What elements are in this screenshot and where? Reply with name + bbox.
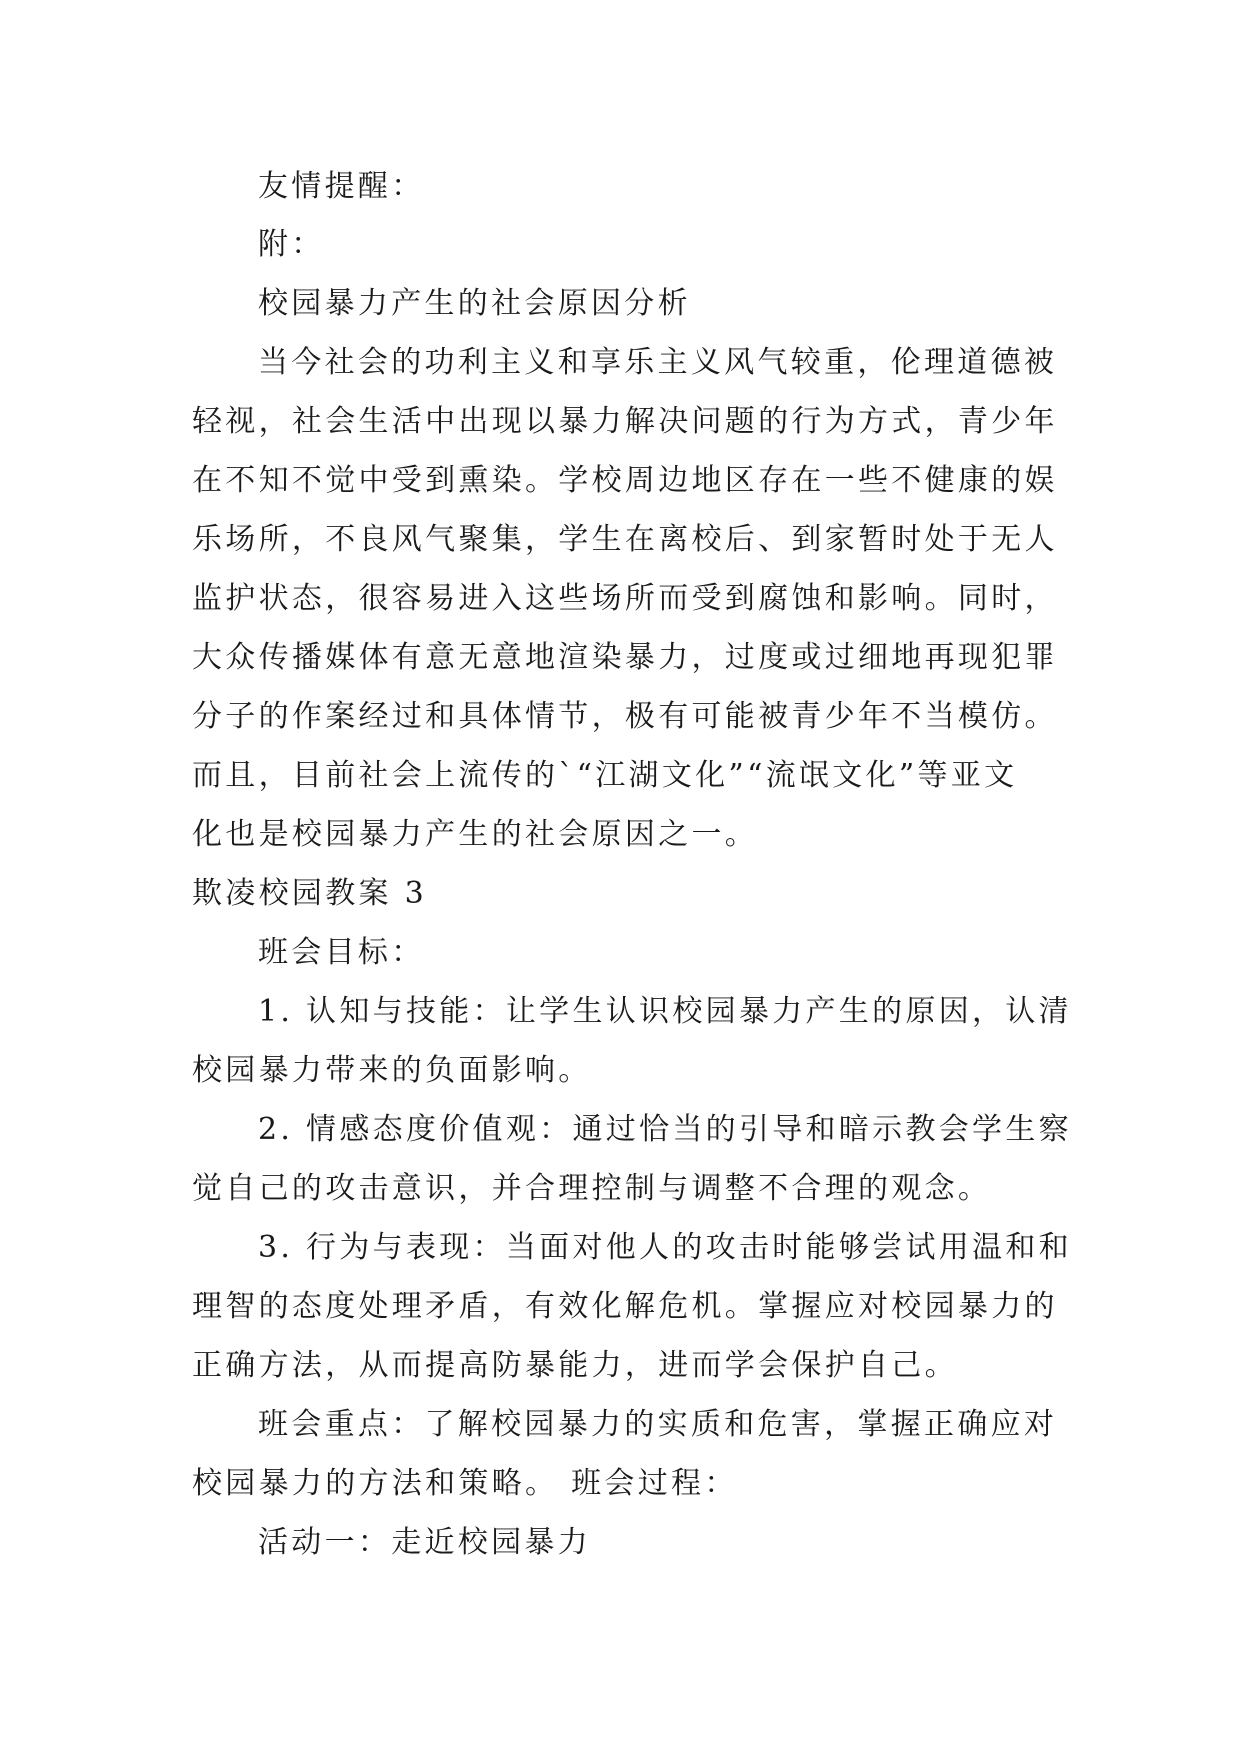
paragraph-line: 监护状态，很容易进入这些场所而受到腐蚀和影响。同时，	[192, 581, 1058, 616]
reminder-heading: 友情提醒：	[258, 169, 425, 204]
objective-item-line: 理智的态度处理矛盾，有效化解危机。掌握应对校园暴力的	[192, 1289, 1058, 1324]
objective-item-line: 3. 行为与表现：当面对他人的攻击时能够尝试用温和和	[258, 1230, 1072, 1265]
paragraph-line: 而且，目前社会上流传的`“江湖文化”“流氓文化”等亚文	[192, 758, 1018, 793]
objective-item-line: 觉自己的攻击意识，并合理控制与调整不合理的观念。	[192, 1171, 992, 1206]
objective-item-line: 正确方法，从而提高防暴能力，进而学会保护自己。	[192, 1348, 958, 1383]
focus-line: 班会重点：了解校园暴力的实质和危害，掌握正确应对	[258, 1407, 1058, 1442]
section-title: 校园暴力产生的社会原因分析	[258, 286, 691, 321]
activity-heading: 活动一：走近校园暴力	[258, 1525, 591, 1560]
objective-heading: 班会目标：	[258, 935, 425, 970]
paragraph-line: 当今社会的功利主义和享乐主义风气较重，伦理道德被	[258, 345, 1058, 380]
document-heading: 欺凌校园教案 3	[192, 876, 428, 911]
paragraph-line: 分子的作案经过和具体情节，极有可能被青少年不当模仿。	[192, 699, 1058, 734]
paragraph-line: 轻视，社会生活中出现以暴力解决问题的行为方式，青少年	[192, 404, 1058, 439]
objective-item-line: 校园暴力带来的负面影响。	[192, 1053, 592, 1088]
appendix-label: 附：	[258, 227, 325, 262]
paragraph-line: 大众传播媒体有意无意地渲染暴力，过度或过细地再现犯罪	[192, 640, 1058, 675]
focus-line: 校园暴力的方法和策略。 班会过程：	[192, 1466, 738, 1501]
objective-item-line: 1. 认知与技能：让学生认识校园暴力产生的原因，认清	[258, 994, 1072, 1029]
paragraph-line: 化也是校园暴力产生的社会原因之一。	[192, 817, 759, 852]
objective-item-line: 2. 情感态度价值观：通过恰当的引导和暗示教会学生察	[258, 1112, 1072, 1147]
paragraph-line: 在不知不觉中受到熏染。学校周边地区存在一些不健康的娱	[192, 463, 1058, 498]
paragraph-line: 乐场所，不良风气聚集，学生在离校后、到家暂时处于无人	[192, 522, 1058, 557]
